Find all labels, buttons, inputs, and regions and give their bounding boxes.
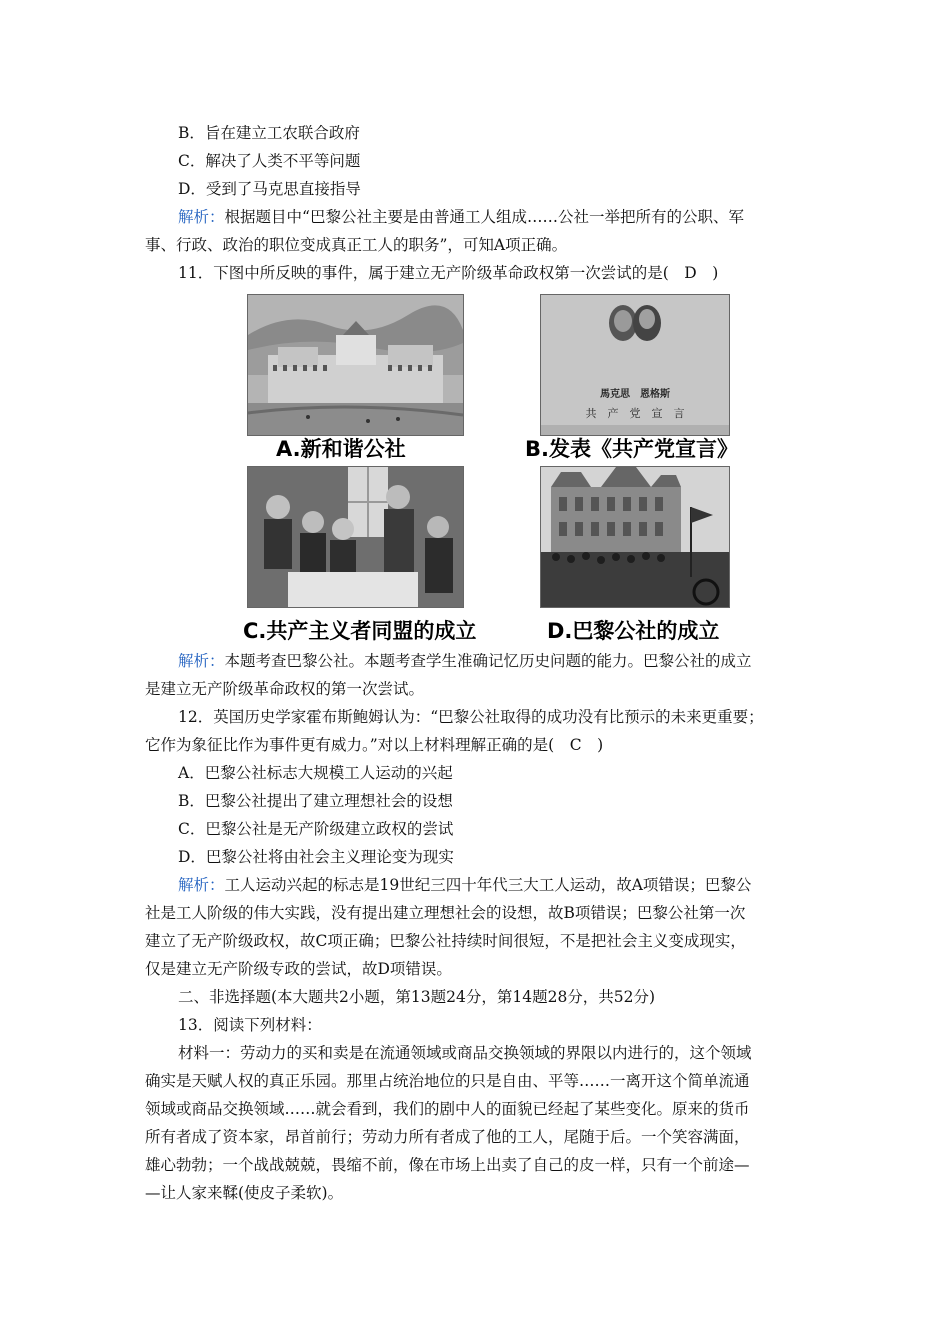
q12-option-d: D．巴黎公社将由社会主义理论变为现实	[178, 848, 454, 866]
q10-analysis-line-2: 事、行政、政治的职位变成真正工人的职务”，可知A项正确。	[145, 236, 568, 254]
figure-b-caption: B.发表《共产党宣言》	[525, 437, 738, 461]
analysis-label: 解析：	[178, 652, 225, 670]
q12-stem-line-2: 它作为象征比作为事件更有威力。”对以上材料理解正确的是( C )	[145, 736, 604, 754]
q12-analysis-line-4: 仅是建立无产阶级专政的尝试，故D项错误。	[145, 960, 452, 978]
q10-option-b: B．旨在建立工农联合政府	[178, 124, 360, 142]
q11-analysis-line-2: 是建立无产阶级革命政权的第一次尝试。	[145, 680, 425, 698]
q10-option-c: C．解决了人类不平等问题	[178, 152, 361, 170]
q13-stem: 13．阅读下列材料：	[178, 1016, 322, 1034]
q13-material-1-line-1: 材料一：劳动力的买和卖是在流通领域或商品交换领域的界限以内进行的，这个领域	[178, 1044, 752, 1062]
q13-material-1-line-3: 领域或商品交换领域……就会看到，我们的剧中人的面貌已经起了某些变化。原来的货币	[145, 1100, 750, 1118]
q12-analysis-line-3: 建立了无产阶级政权，故C项正确；巴黎公社持续时间很短，不是把社会主义变成现实，	[145, 932, 746, 950]
q10-analysis-line-1: 解析：根据题目中“巴黎公社主要是由普通工人组成……公社一举把所有的公职、军	[178, 208, 744, 226]
manifesto-cover-authors: 馬克思 恩格斯	[600, 389, 670, 400]
q12-option-c: C．巴黎公社是无产阶级建立政权的尝试	[178, 820, 454, 838]
q12-option-b: B．巴黎公社提出了建立理想社会的设想	[178, 792, 453, 810]
q12-analysis-line-2: 社是工人阶级的伟大实践，没有提出建立理想社会的设想，故B项错误；巴黎公社第一次	[145, 904, 746, 922]
section-2-heading: 二、非选择题(本大题共2小题，第13题24分，第14题28分，共52分)	[178, 988, 656, 1006]
q10-option-d: D．受到了马克思直接指导	[178, 180, 361, 198]
q12-analysis-line-1: 解析：工人运动兴起的标志是19世纪三四十年代三大工人运动，故A项错误；巴黎公	[178, 876, 752, 894]
q12-option-a: A．巴黎公社标志大规模工人运动的兴起	[178, 764, 453, 782]
figure-c-caption: C.共产主义者同盟的成立	[243, 619, 477, 643]
q13-material-1-line-4: 所有者成了资本家，昂首前行；劳动力所有者成了他的工人，尾随于后。一个笑容满面，	[145, 1128, 750, 1146]
q13-material-1-line-5: 雄心勃勃；一个战战兢兢，畏缩不前，像在市场上出卖了自己的皮一样，只有一个前途—	[145, 1156, 750, 1174]
figure-b-manifesto-image	[540, 294, 730, 436]
q11-analysis-line-1: 解析：本题考查巴黎公社。本题考查学生准确记忆历史问题的能力。巴黎公社的成立	[178, 652, 752, 670]
analysis-label: 解析：	[178, 876, 225, 894]
figure-c-communist-league-image	[247, 466, 464, 608]
q12-stem-line-1: 12．英国历史学家霍布斯鲍姆认为：“巴黎公社取得的成功没有比预示的未来更重要；	[178, 708, 764, 726]
manifesto-cover-title: 共 产 党 宣 言	[585, 407, 685, 420]
figure-a-new-harmony-image	[247, 294, 464, 436]
figure-d-paris-commune-image	[540, 466, 730, 608]
q11-stem: 11．下图中所反映的事件，属于建立无产阶级革命政权第一次尝试的是( D )	[178, 264, 719, 282]
figure-d-caption: D.巴黎公社的成立	[547, 619, 720, 643]
analysis-label: 解析：	[178, 208, 225, 226]
q13-material-1-line-2: 确实是天赋人权的真正乐园。那里占统治地位的只是自由、平等……一离开这个简单流通	[145, 1072, 750, 1090]
q13-material-1-line-6: —让人家来鞣(使皮子柔软)。	[145, 1184, 344, 1202]
figure-a-caption: A.新和谐公社	[276, 437, 406, 461]
